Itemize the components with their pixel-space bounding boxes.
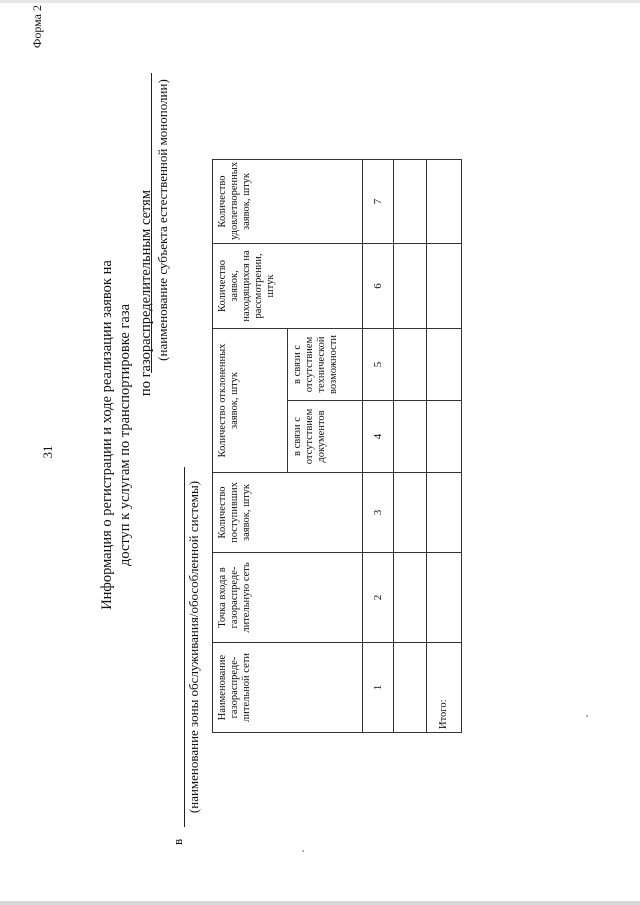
header-entry-point: Точка входа в газораспреде-лительную сеть xyxy=(213,553,363,643)
table-cell xyxy=(427,243,462,328)
header-network-name: Наименование газораспреде-лительной сети xyxy=(213,643,363,733)
table-cell xyxy=(394,473,427,553)
table-cell xyxy=(427,328,462,400)
table-cell xyxy=(394,553,427,643)
title-line-1: Информация о регистрации и ходе реализации заявок на xyxy=(99,260,115,610)
monopoly-underline xyxy=(151,73,152,373)
table-cell xyxy=(394,159,427,243)
table-cell xyxy=(394,328,427,400)
header-rejected-no-tech: в связи с отсутствием технической возможности xyxy=(288,328,363,400)
title-line-3: по газораспределительным сетям xyxy=(138,190,154,397)
form-label: Форма 2 xyxy=(30,5,44,49)
column-number: 7 xyxy=(363,159,394,243)
title-line-2: доступ к услугам по транспортировке газа xyxy=(117,303,133,567)
table-row xyxy=(394,159,427,732)
header-rejected: Количество отклоненных заявок, штук xyxy=(213,328,288,472)
table-header-row xyxy=(213,159,288,732)
scan-speck xyxy=(586,715,588,717)
page-number: 31 xyxy=(40,445,55,459)
column-number: 4 xyxy=(363,401,394,473)
column-number: 3 xyxy=(363,473,394,553)
header-received: Количество поступивших заявок, штук xyxy=(213,473,363,553)
table-cell xyxy=(394,401,427,473)
table-cell xyxy=(427,473,462,553)
scan-speck xyxy=(302,850,304,852)
header-satisfied: Количество удовлетворенных заявок, штук xyxy=(213,159,363,243)
zone-prefix: в xyxy=(170,838,185,845)
table-cell xyxy=(394,643,427,733)
table-cell xyxy=(427,401,462,473)
table-cell xyxy=(427,159,462,243)
monopoly-caption: (наименование субъекта естественной монополии) xyxy=(155,79,170,361)
column-number: 5 xyxy=(363,328,394,400)
header-rejected-no-docs: в связи с отсутствием документов xyxy=(288,401,363,473)
table-total-row xyxy=(427,159,462,732)
total-label: Итого: xyxy=(427,643,462,733)
column-number: 2 xyxy=(363,553,394,643)
zone-caption: (наименование зоны обслуживания/обособленной системы) xyxy=(186,480,201,814)
header-in-review: Количество заявок, находящихся на рассмотрении, штук xyxy=(213,243,363,328)
requests-table xyxy=(212,159,462,733)
table-number-row xyxy=(363,159,394,732)
column-number: 6 xyxy=(363,243,394,328)
table-cell xyxy=(427,553,462,643)
column-number: 1 xyxy=(363,643,394,733)
table-cell xyxy=(394,243,427,328)
zone-underline xyxy=(184,467,185,827)
